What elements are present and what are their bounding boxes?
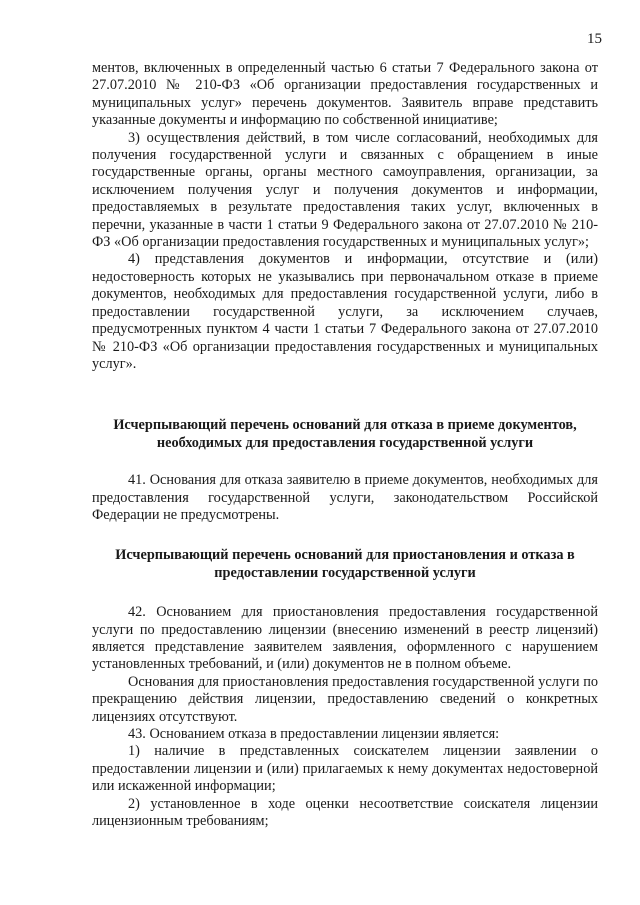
paragraph-42: 42. Основанием для приостановления предоставления государственной услуги по предоставлению лицензии (внесению изменений в реестр лицензий) является представление заявителем заявления, оформленного с нарушением установленных требований, и (или) документов не в полном объеме. — [92, 604, 598, 673]
paragraph-continuation: ментов, включенных в определенный частью 6 статьи 7 Федерального закона от 27.07.2010 № 210-ФЗ «Об организации предоставления государственных и муниципальных услуг» перечень документов. Заявитель вправе представить указанные документы и информацию по собственной инициативе; — [92, 60, 598, 129]
section-heading-suspension-refusal: Исчерпывающий перечень оснований для приостановления и отказа в предоставлении государственной услуги — [115, 547, 575, 581]
page-number: 15 — [587, 31, 602, 47]
paragraph-43: 43. Основанием отказа в предоставлении лицензии является: — [128, 726, 500, 742]
section-heading-refusal-acceptance: Исчерпывающий перечень оснований для отказа в приеме документов, необходимых для предоставления государственной услуги — [113, 417, 577, 451]
paragraph-suspension-grounds: Основания для приостановления предоставления государственной услуги по прекращению действия лицензии, предоставлению сведений о конкретных лицензиях отсутствуют. — [92, 673, 598, 725]
paragraph-item-3: 3) осуществления действий, в том числе согласований, необходимых для получения государственной услуги и связанных с обращением в иные государственные органы, органы местного самоуправления, организации, за исключением получения услуг и получения документов и информации, предоставляемых в результате предоставления таких услуг, включенных в перечни, указанные в части 1 статьи 9 Федерального закона от 27.07.2010 № 210-ФЗ «Об организации предоставления государственных и муниципальных услуг»; — [92, 129, 598, 251]
paragraph-item-4: 4) представления документов и информации, отсутствие и (или) недостоверность которых не указывались при первоначальном отказе в приеме документов, необходимых для предоставления государственной услуги, либо в предоставлении государственной услуги, за исключением случаев, предусмотренных пунктом 4 части 1 статьи 7 Федерального закона от 27.07.2010 № 210-ФЗ «Об организации предоставления государственных и муниципальных услуг». — [92, 251, 598, 372]
paragraph-43-item-2: 2) установленное в ходе оценки несоответствие соискателя лицензии лицензионным требованиям; — [92, 795, 598, 830]
paragraph-43-item-1: 1) наличие в представленных соискателем лицензии заявлении о предоставлении лицензии и (или) прилагаемых к нему документах недостоверной или искаженной информации; — [92, 743, 598, 795]
document-body — [92, 60, 598, 830]
paragraph-41: 41. Основания для отказа заявителю в приеме документов, необходимых для предоставления государственной услуги, законодательством Российской Федерации не предусмотрены. — [92, 472, 598, 523]
